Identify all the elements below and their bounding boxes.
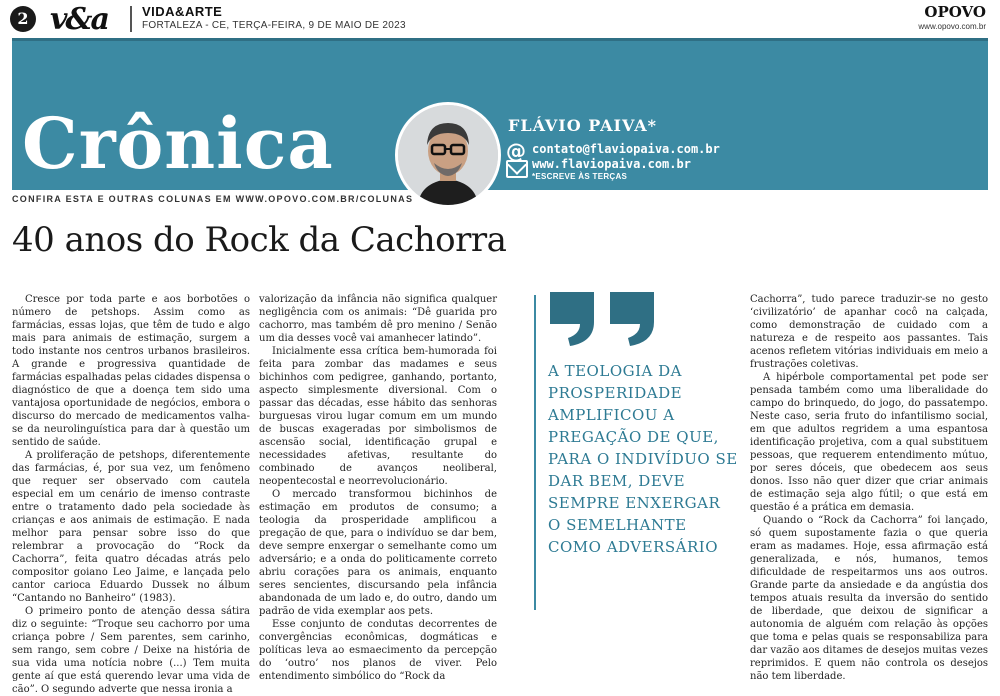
va-logo: v&a xyxy=(50,2,108,37)
paragraph: A hipérbole comportamental pet pode ser pensada também como uma liberalidade do campo do brinquedo, do jogo, do passatempo. Neste caso, seria fruto do infantilismo social, em que adultos regridem a uma espantosa identificação projetiva, com a qual substituem pessoas, que requerem entendimento mútuo, por seres dóceis, que obedecem aos seus donos. Isso não quer dizer que criar animais de estimação seja algo fútil; o que está em questão é a prática em demasia. xyxy=(750,372,988,513)
column-title: Crônica xyxy=(22,102,334,185)
article-column-1 xyxy=(12,293,250,696)
pull-quote-rule xyxy=(534,295,536,610)
at-icon: @ xyxy=(506,139,526,163)
paragraph: Quando o “Rock da Cachorra” foi lançado, só quem supostamente fazia o que queria eram as madames. Hoje, essa afirmação está generalizada, e nós, humanos, temos dificuldade de respeitarmos uns aos outros. Grande parte da ansiedade e da angústia dos tempos atuais resulta da inversão do sentido de liberdade, que deixou de significar a autonomia de alguém com relação às opções que toma e pelas quais se responsabiliza para dar vazão aos ditames de desejos muitas vezes reprimidos. E quem não controla os desejos não tem liberdade. xyxy=(750,515,988,682)
mail-icon xyxy=(506,160,528,178)
banner-top-strip xyxy=(12,38,988,41)
opovo-url: www.opovo.com.br xyxy=(918,22,986,31)
author-name: FLÁVIO PAIVA* xyxy=(508,116,657,135)
paragraph: O mercado transformou bichinhos de estimação em produtos de consumo; a teologia da prosperidade amplificou a pregação de que, para o indivíduo se dar bem, deve sempre enxergar o semelhante como um adversário; e a onda do politicamente correto abriu corações para os animais, enquanto seres sencientes, discursando pela infância abandonada de um lado e, do outro, dando um padrão de vida exemplar aos pets. xyxy=(259,489,497,617)
paragraph: valorização da infância não significa qualquer negligência com os animais: “Dê guarida pro cachorro, mas também dê pro menino / Senão um dia desses você vai amanhecer latindo”. xyxy=(259,294,497,344)
quote-marks-icon xyxy=(548,290,660,348)
paragraph: A proliferação de petshops, diferentemente das farmácias, é, por sua vez, um fenômeno que requer ser observado com cautela especial em um cenário de imenso contraste entre o tratamento dado pela sociedade às crianças e aos animais de estimação. E nada melhor para pensar sobre isso do que relembrar a provocação do “Rock da Cachorra”, feita quatro décadas atrás pelo compositor goiano Leo Jaime, e lançada pelo cantor carioca Eduardo Dussek no álbum “Cantando no Banheiro” (1983). xyxy=(12,450,250,604)
article-column-4 xyxy=(750,293,988,683)
author-photo xyxy=(395,102,501,208)
author-website[interactable]: www.flaviopaiva.com.br xyxy=(532,157,691,171)
header-divider xyxy=(130,6,132,32)
opovo-logo: OPOVO xyxy=(924,3,986,21)
article-headline: 40 anos do Rock da Cachorra xyxy=(12,220,507,260)
columns-link-notice: CONFIRA ESTA E OUTRAS COLUNAS EM WWW.OPOVO.COM.BR/COLUNAS xyxy=(12,194,414,204)
author-portrait-icon xyxy=(398,105,498,205)
dateline: FORTALEZA - CE, TERÇA-FEIRA, 9 DE MAIO DE 2023 xyxy=(142,20,406,31)
paragraph: O primeiro ponto de atenção dessa sátira diz o seguinte: “Troque seu cachorro por uma criança pobre / Sem parentes, sem carinho, sem rango, sem cobre / Deixe na história de sua vida uma notícia nobre (...) Tem muita gente aí que está querendo levar uma vida de cão”. O segundo adverte que nessa ironia a xyxy=(12,606,250,695)
paragraph: Inicialmente essa crítica bem-humorada foi feita para zombar das madames e seus bichinhos com pedigree, ganhando, portanto, aspecto simplesmente diversional. Com o passar das décadas, esse hábito das senhoras burguesas virou lugar comum em um mundo de buscas exageradas por simbolismos de ascensão social, identificação grupal e necessidades afetivas, resultante do combinado de avanços neoliberal, neopentecostal e neorrevolucionário. xyxy=(259,346,497,487)
paragraph: Esse conjunto de condutas decorrentes de convergências econômicas, dogmáticas e políticas leva ao esmaecimento da percepção do ‘outro’ nos planos de viver. Pelo entendimento simbólico do “Rock da xyxy=(259,619,497,682)
pull-quote: A TEOLOGIA DA PROSPERIDADE AMPLIFICOU A PREGAÇÃO DE QUE, PARA O INDIVÍDUO SE DAR BEM, DEVE SEMPRE ENXERGAR O SEMELHANTE COMO ADVERSÁRIO xyxy=(548,362,738,556)
author-email[interactable]: contato@flaviopaiva.com.br xyxy=(532,142,720,156)
paragraph: Cachorra”, tudo parece traduzir-se no gesto ‘civilizatório’ de apanhar cocô na calçada, como demonstração de cuidado com a natureza e de respeito aos passantes. Tais acenos refletem vitórias individuais em meio a frustrações coletivas. xyxy=(750,294,988,370)
page-number: 2 xyxy=(10,6,36,32)
paragraph: Cresce por toda parte e aos borbotões o número de petshops. Assim como as farmácias, essas lojas, que têm de tudo e algo mais para animais de estimação, surgem a todo instante nos centros urbanos brasileiros. A grande e progressiva quantidade de farmácias espalhadas pelas cidades dispensa o diagnóstico de que a doença tem sido uma vantajosa oportunidade de negócios, embora o discurso do mercado de medicamentos valha-se da neurolinguística para dar à questão um sentido de saúde. xyxy=(12,294,251,448)
section-name: VIDA&ARTE xyxy=(142,4,223,19)
article-column-2 xyxy=(259,293,497,683)
publication-schedule: *ESCREVE ÀS TERÇAS xyxy=(532,172,628,181)
